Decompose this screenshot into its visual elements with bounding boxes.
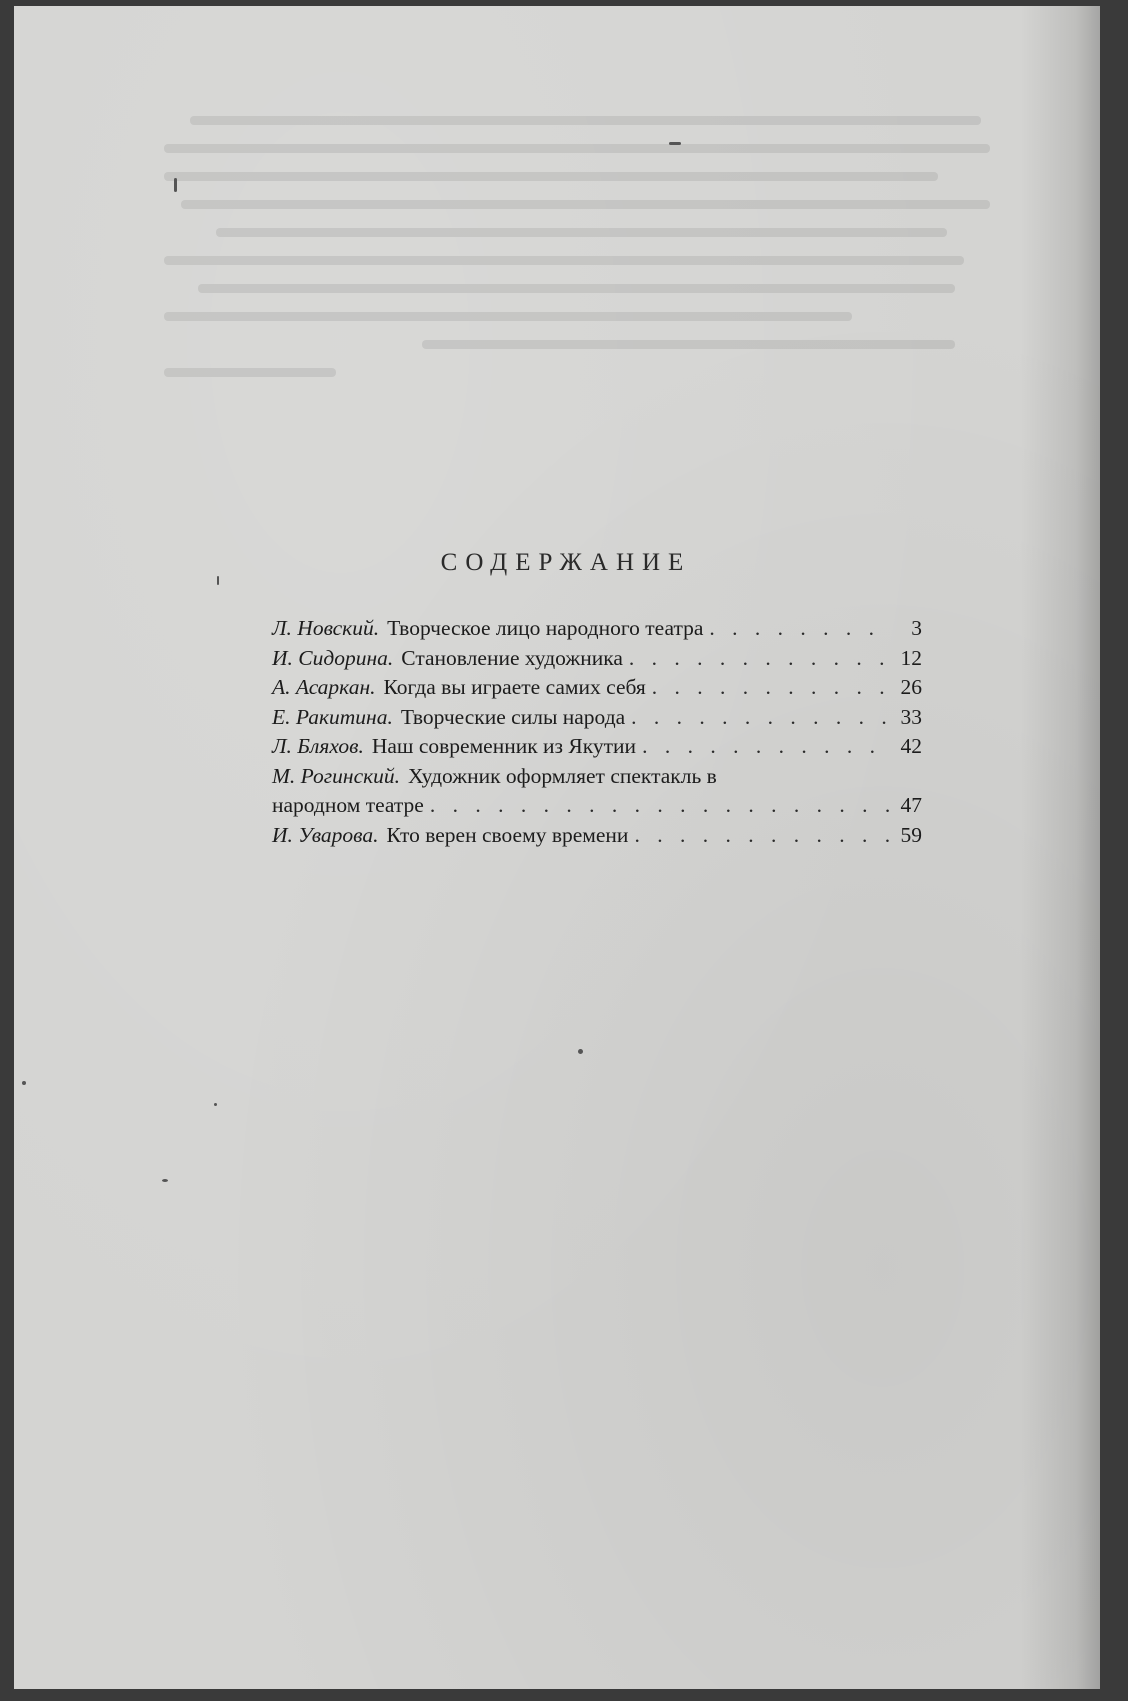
toc-page-number: 59 xyxy=(900,822,922,847)
leader-dots xyxy=(629,644,890,674)
toc-title: Кто верен своему времени xyxy=(386,822,629,847)
contents-heading: СОДЕРЖАНИЕ xyxy=(440,549,692,576)
paper-speck xyxy=(669,142,681,145)
toc-title: Художник оформляет спектакль в xyxy=(408,763,717,788)
toc-author: Е. Ракитина. xyxy=(272,704,393,729)
table-of-contents xyxy=(272,614,922,850)
paper-speck xyxy=(162,1179,168,1182)
toc-entry[interactable] xyxy=(272,614,922,644)
paper-speck xyxy=(578,1049,583,1054)
toc-page-number: 12 xyxy=(900,645,922,670)
toc-author: Л. Новский. xyxy=(272,616,380,640)
toc-title: Творческие силы народа xyxy=(400,704,626,729)
paper-speck xyxy=(22,1081,26,1085)
paper-speck xyxy=(174,178,177,192)
toc-author: И. Сидорина. xyxy=(272,645,394,670)
toc-author: Л. Бляхов. xyxy=(272,734,364,758)
page-edge-shadow xyxy=(1020,6,1100,1689)
toc-title: Наш современник из Якутии xyxy=(371,734,637,758)
toc-page-number: 42 xyxy=(900,734,922,758)
show-through-text xyxy=(164,116,1024,416)
toc-page-number: 33 xyxy=(900,704,922,729)
leader-dots xyxy=(709,614,890,644)
toc-author: А. Асаркан. xyxy=(272,675,376,699)
toc-entry[interactable] xyxy=(272,732,922,762)
leader-dots xyxy=(631,703,890,733)
toc-title: Творческое лицо народного театра xyxy=(387,616,704,640)
leader-dots xyxy=(652,673,890,703)
leader-dots xyxy=(642,732,890,762)
toc-author: И. Уварова. xyxy=(272,822,379,847)
toc-page-number: 3 xyxy=(911,616,922,640)
toc-title: Когда вы играете самих себя xyxy=(383,675,646,699)
toc-page-number: 47 xyxy=(900,793,922,817)
toc-entry[interactable] xyxy=(272,673,922,703)
toc-title-continuation: народном театре xyxy=(272,793,424,817)
toc-title: Становление художника xyxy=(401,645,623,670)
book-page xyxy=(14,6,1100,1689)
toc-entry[interactable] xyxy=(272,703,922,733)
paper-speck xyxy=(214,1103,217,1106)
paper-speck xyxy=(217,576,219,585)
leader-dots xyxy=(634,821,890,851)
leader-dots xyxy=(430,791,890,821)
toc-entry[interactable] xyxy=(272,762,922,821)
toc-page-number: 26 xyxy=(900,675,922,699)
toc-author: М. Рогинский. xyxy=(272,763,401,788)
toc-entry[interactable] xyxy=(272,644,922,674)
toc-entry[interactable] xyxy=(272,821,922,851)
